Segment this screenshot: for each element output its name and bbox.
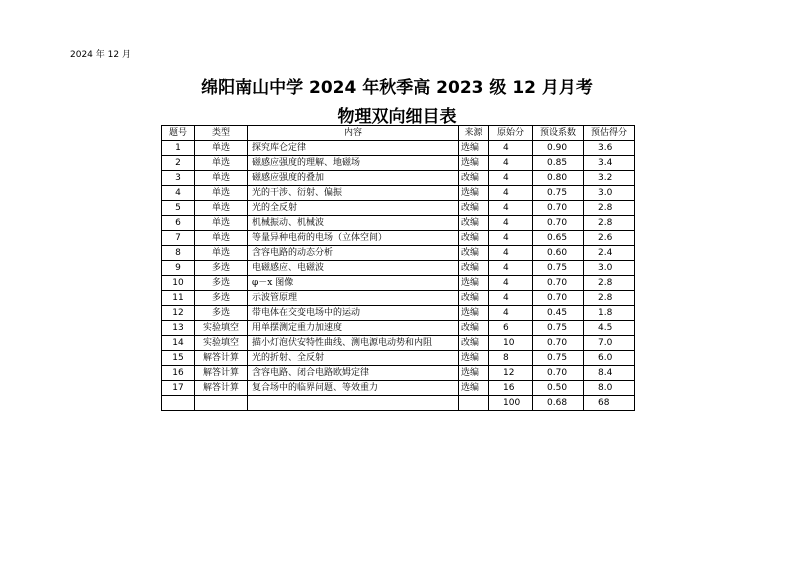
coefficient-cell: 0.60 [533, 246, 584, 261]
estimated-score-cell: 2.8 [584, 201, 635, 216]
header-cell: 题号 [162, 126, 195, 141]
coefficient-cell: 0.68 [533, 396, 584, 411]
content-cell: 复合场中的临界问题、等效重力 [248, 381, 459, 396]
content-cell: 磁感应强度的理解、地磁场 [248, 156, 459, 171]
content-cell: 机械振动、机械波 [248, 216, 459, 231]
source-cell: 选编 [459, 351, 489, 366]
header-cell: 预设系数 [533, 126, 584, 141]
question-type-cell: 解答计算 [195, 381, 248, 396]
question-number-cell: 17 [162, 381, 195, 396]
source-cell: 改编 [459, 336, 489, 351]
raw-score-cell: 12 [489, 366, 533, 381]
question-type-cell [195, 396, 248, 411]
coefficient-cell: 0.70 [533, 201, 584, 216]
question-type-cell: 多选 [195, 261, 248, 276]
raw-score-cell: 8 [489, 351, 533, 366]
table-row [162, 336, 635, 351]
header-cell: 内容 [248, 126, 459, 141]
coefficient-cell: 0.75 [533, 186, 584, 201]
table-row [162, 216, 635, 231]
table-row [162, 291, 635, 306]
coefficient-cell: 0.70 [533, 216, 584, 231]
raw-score-cell: 4 [489, 156, 533, 171]
content-cell: 含容电路的动态分析 [248, 246, 459, 261]
source-cell: 改编 [459, 216, 489, 231]
coefficient-cell: 0.75 [533, 321, 584, 336]
raw-score-cell: 4 [489, 231, 533, 246]
question-type-cell: 实验填空 [195, 321, 248, 336]
estimated-score-cell: 8.0 [584, 381, 635, 396]
table-row [162, 306, 635, 321]
estimated-score-cell: 7.0 [584, 336, 635, 351]
question-number-cell: 7 [162, 231, 195, 246]
question-number-cell: 9 [162, 261, 195, 276]
source-cell: 改编 [459, 321, 489, 336]
coefficient-cell: 0.70 [533, 291, 584, 306]
coefficient-cell: 0.90 [533, 141, 584, 156]
question-number-cell: 13 [162, 321, 195, 336]
table-row [162, 201, 635, 216]
content-cell: 含容电路、闭合电路欧姆定律 [248, 366, 459, 381]
source-cell: 选编 [459, 381, 489, 396]
question-number-cell: 8 [162, 246, 195, 261]
table-row [162, 261, 635, 276]
source-cell: 选编 [459, 186, 489, 201]
raw-score-cell: 6 [489, 321, 533, 336]
table-row [162, 231, 635, 246]
source-cell [459, 396, 489, 411]
content-cell: 光的干涉、衍射、偏振 [248, 186, 459, 201]
question-number-cell: 6 [162, 216, 195, 231]
source-cell: 选编 [459, 306, 489, 321]
content-cell: 示波管原理 [248, 291, 459, 306]
question-number-cell: 10 [162, 276, 195, 291]
raw-score-cell: 4 [489, 186, 533, 201]
header-cell: 来源 [459, 126, 489, 141]
question-number-cell: 12 [162, 306, 195, 321]
question-type-cell: 单选 [195, 141, 248, 156]
header-date: 2024 年 12 月 [70, 50, 131, 60]
estimated-score-cell: 8.4 [584, 366, 635, 381]
raw-score-cell: 4 [489, 141, 533, 156]
estimated-score-cell: 2.8 [584, 276, 635, 291]
question-number-cell: 3 [162, 171, 195, 186]
content-cell: 等量异种电荷的电场（立体空间） [248, 231, 459, 246]
estimated-score-cell: 4.5 [584, 321, 635, 336]
source-cell: 选编 [459, 276, 489, 291]
question-type-cell: 单选 [195, 246, 248, 261]
spec-table [161, 125, 635, 411]
table-row [162, 351, 635, 366]
question-type-cell: 单选 [195, 216, 248, 231]
source-cell: 改编 [459, 246, 489, 261]
content-cell: 带电体在交变电场中的运动 [248, 306, 459, 321]
question-type-cell: 单选 [195, 231, 248, 246]
estimated-score-cell: 2.6 [584, 231, 635, 246]
source-cell: 改编 [459, 261, 489, 276]
source-cell: 选编 [459, 141, 489, 156]
header-cell: 类型 [195, 126, 248, 141]
estimated-score-cell: 2.8 [584, 216, 635, 231]
page-subtitle: 物理双向细目表 [337, 107, 457, 127]
coefficient-cell: 0.70 [533, 366, 584, 381]
raw-score-cell: 4 [489, 201, 533, 216]
question-number-cell: 11 [162, 291, 195, 306]
question-type-cell: 多选 [195, 306, 248, 321]
coefficient-cell: 0.75 [533, 351, 584, 366]
question-type-cell: 单选 [195, 186, 248, 201]
estimated-score-cell: 3.4 [584, 156, 635, 171]
table-row [162, 381, 635, 396]
question-type-cell: 单选 [195, 156, 248, 171]
content-cell: 光的折射、全反射 [248, 351, 459, 366]
question-number-cell: 4 [162, 186, 195, 201]
content-cell: 用单摆测定重力加速度 [248, 321, 459, 336]
header-cell: 原始分 [489, 126, 533, 141]
table-row [162, 366, 635, 381]
coefficient-cell: 0.50 [533, 381, 584, 396]
coefficient-cell: 0.70 [533, 336, 584, 351]
table-row [162, 321, 635, 336]
source-cell: 改编 [459, 291, 489, 306]
coefficient-cell: 0.75 [533, 261, 584, 276]
question-number-cell: 16 [162, 366, 195, 381]
question-type-cell: 解答计算 [195, 351, 248, 366]
estimated-score-cell: 6.0 [584, 351, 635, 366]
page-title: 绵阳南山中学 2024 年秋季高 2023 级 12 月月考 [201, 78, 593, 98]
raw-score-cell: 4 [489, 171, 533, 186]
question-number-cell: 5 [162, 201, 195, 216]
question-number-cell: 15 [162, 351, 195, 366]
source-cell: 改编 [459, 171, 489, 186]
table-row [162, 276, 635, 291]
total-row [162, 396, 635, 411]
coefficient-cell: 0.45 [533, 306, 584, 321]
raw-score-cell: 4 [489, 276, 533, 291]
question-type-cell: 多选 [195, 291, 248, 306]
source-cell: 改编 [459, 201, 489, 216]
content-cell: φ－x 图像 [248, 276, 459, 291]
question-number-cell: 14 [162, 336, 195, 351]
estimated-score-cell: 2.8 [584, 291, 635, 306]
question-number-cell: 2 [162, 156, 195, 171]
raw-score-cell: 4 [489, 306, 533, 321]
raw-score-cell: 4 [489, 216, 533, 231]
table-row [162, 156, 635, 171]
raw-score-cell: 100 [489, 396, 533, 411]
raw-score-cell: 4 [489, 246, 533, 261]
source-cell: 选编 [459, 156, 489, 171]
coefficient-cell: 0.65 [533, 231, 584, 246]
estimated-score-cell: 1.8 [584, 306, 635, 321]
content-cell [248, 396, 459, 411]
raw-score-cell: 10 [489, 336, 533, 351]
estimated-score-cell: 3.6 [584, 141, 635, 156]
question-number-cell [162, 396, 195, 411]
content-cell: 光的全反射 [248, 201, 459, 216]
table-header-row [162, 126, 635, 141]
estimated-score-cell: 68 [584, 396, 635, 411]
table-row [162, 141, 635, 156]
estimated-score-cell: 3.0 [584, 261, 635, 276]
question-type-cell: 多选 [195, 276, 248, 291]
source-cell: 改编 [459, 231, 489, 246]
table-row [162, 246, 635, 261]
content-cell: 探究库仑定律 [248, 141, 459, 156]
question-type-cell: 解答计算 [195, 366, 248, 381]
content-cell: 电磁感应、电磁波 [248, 261, 459, 276]
question-type-cell: 单选 [195, 171, 248, 186]
question-type-cell: 实验填空 [195, 336, 248, 351]
coefficient-cell: 0.85 [533, 156, 584, 171]
source-cell: 选编 [459, 366, 489, 381]
table-row [162, 171, 635, 186]
estimated-score-cell: 3.0 [584, 186, 635, 201]
coefficient-cell: 0.80 [533, 171, 584, 186]
raw-score-cell: 16 [489, 381, 533, 396]
estimated-score-cell: 2.4 [584, 246, 635, 261]
raw-score-cell: 4 [489, 291, 533, 306]
content-cell: 描小灯泡伏安特性曲线、测电源电动势和内阻 [248, 336, 459, 351]
question-type-cell: 单选 [195, 201, 248, 216]
raw-score-cell: 4 [489, 261, 533, 276]
question-number-cell: 1 [162, 141, 195, 156]
estimated-score-cell: 3.2 [584, 171, 635, 186]
table-row [162, 186, 635, 201]
coefficient-cell: 0.70 [533, 276, 584, 291]
content-cell: 磁感应强度的叠加 [248, 171, 459, 186]
header-cell: 预估得分 [584, 126, 635, 141]
